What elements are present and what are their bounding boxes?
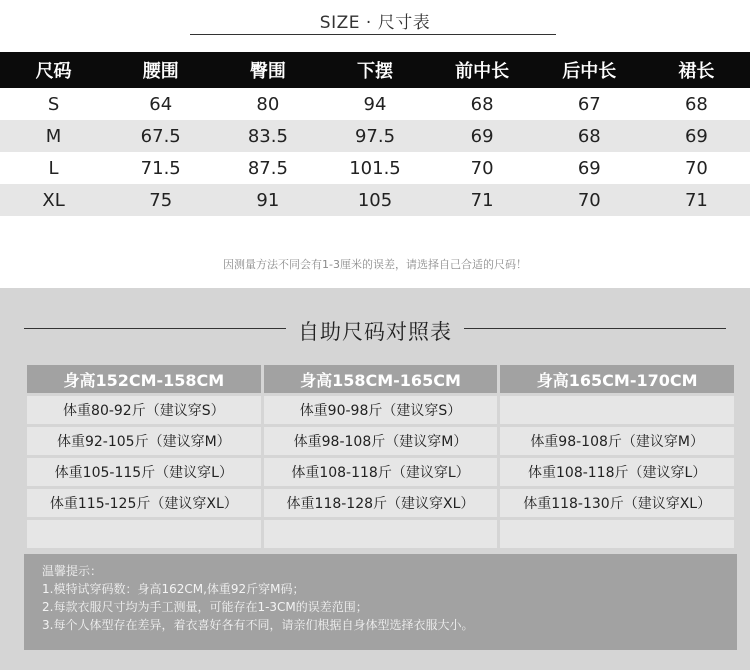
size-cell: 67	[536, 88, 643, 120]
weight-cell: 体重90-98斤（建议穿S）	[264, 396, 498, 424]
tip-item: 1.模特试穿码数：身高162CM,体重92斤穿M码；	[42, 582, 305, 596]
weight-cell: 体重80-92斤（建议穿S）	[27, 396, 261, 424]
size-header-cell: 下摆	[321, 52, 428, 88]
size-row	[0, 152, 750, 184]
weight-cell: 体重118-128斤（建议穿XL）	[264, 489, 498, 517]
tip-item: 2.每款衣服尺寸均为手工测量，可能存在1-3CM的误差范围；	[42, 600, 368, 614]
height-range-header: 身高165CM-170CM	[500, 365, 734, 393]
size-table	[0, 52, 750, 216]
title-underline	[190, 34, 556, 35]
size-cell: 105	[321, 184, 428, 216]
size-cell: 67.5	[107, 120, 214, 152]
size-header-cell: 臀围	[214, 52, 321, 88]
weight-header-row	[27, 365, 734, 393]
size-cell: 68	[643, 88, 750, 120]
size-cell: 83.5	[214, 120, 321, 152]
weight-cell	[500, 520, 734, 548]
weight-table	[24, 362, 737, 551]
size-cell: 71.5	[107, 152, 214, 184]
tips-box	[24, 554, 737, 650]
size-header-cell: 裙长	[643, 52, 750, 88]
weight-cell: 体重108-118斤（建议穿L）	[500, 458, 734, 486]
size-helper-panel	[0, 288, 750, 670]
size-header-cell: 腰围	[107, 52, 214, 88]
weight-cell: 体重108-118斤（建议穿L）	[264, 458, 498, 486]
size-header-cell: 尺码	[0, 52, 107, 88]
size-cell: 71	[643, 184, 750, 216]
size-cell: M	[0, 120, 107, 152]
tips-heading: 温馨提示：	[42, 564, 103, 578]
weight-cell: 体重118-130斤（建议穿XL）	[500, 489, 734, 517]
size-cell: 68	[429, 88, 536, 120]
weight-cell	[264, 520, 498, 548]
tip-item: 3.每个人体型存在差异，着衣喜好各有不同，请亲们根据自身体型选择衣服大小。	[42, 618, 474, 632]
size-cell: 69	[429, 120, 536, 152]
size-cell: 71	[429, 184, 536, 216]
weight-row	[27, 458, 734, 486]
size-cell: 70	[429, 152, 536, 184]
size-row	[0, 184, 750, 216]
size-cell: 64	[107, 88, 214, 120]
size-cell: 94	[321, 88, 428, 120]
size-title: SIZE · 尺寸表	[319, 13, 431, 33]
size-table-header	[0, 52, 750, 88]
weight-cell	[500, 396, 734, 424]
size-cell: 70	[536, 184, 643, 216]
weight-cell: 体重92-105斤（建议穿M）	[27, 427, 261, 455]
height-range-header: 身高152CM-158CM	[27, 365, 261, 393]
size-cell: 75	[107, 184, 214, 216]
size-row	[0, 88, 750, 120]
size-cell: 69	[643, 120, 750, 152]
size-cell: 69	[536, 152, 643, 184]
weight-cell: 体重98-108斤（建议穿M）	[500, 427, 734, 455]
size-cell: 101.5	[321, 152, 428, 184]
weight-row	[27, 489, 734, 517]
size-cell: 91	[214, 184, 321, 216]
weight-cell: 体重98-108斤（建议穿M）	[264, 427, 498, 455]
helper-title: 自助尺码对照表	[286, 316, 464, 346]
size-cell: L	[0, 152, 107, 184]
size-header-cell: 后中长	[536, 52, 643, 88]
measurement-note: 因测量方法不同会有1-3厘米的误差，请选择自己合适的尺码！	[223, 258, 527, 271]
size-cell: 87.5	[214, 152, 321, 184]
weight-cell	[27, 520, 261, 548]
height-range-header: 身高158CM-165CM	[264, 365, 498, 393]
size-row	[0, 120, 750, 152]
size-cell: 97.5	[321, 120, 428, 152]
weight-row	[27, 396, 734, 424]
size-cell: 80	[214, 88, 321, 120]
size-cell: S	[0, 88, 107, 120]
size-header-cell: 前中长	[429, 52, 536, 88]
size-cell: 68	[536, 120, 643, 152]
size-cell: 70	[643, 152, 750, 184]
weight-cell: 体重115-125斤（建议穿XL）	[27, 489, 261, 517]
weight-row	[27, 520, 734, 548]
size-cell: XL	[0, 184, 107, 216]
weight-row	[27, 427, 734, 455]
weight-cell: 体重105-115斤（建议穿L）	[27, 458, 261, 486]
helper-title-wrap	[0, 316, 750, 346]
